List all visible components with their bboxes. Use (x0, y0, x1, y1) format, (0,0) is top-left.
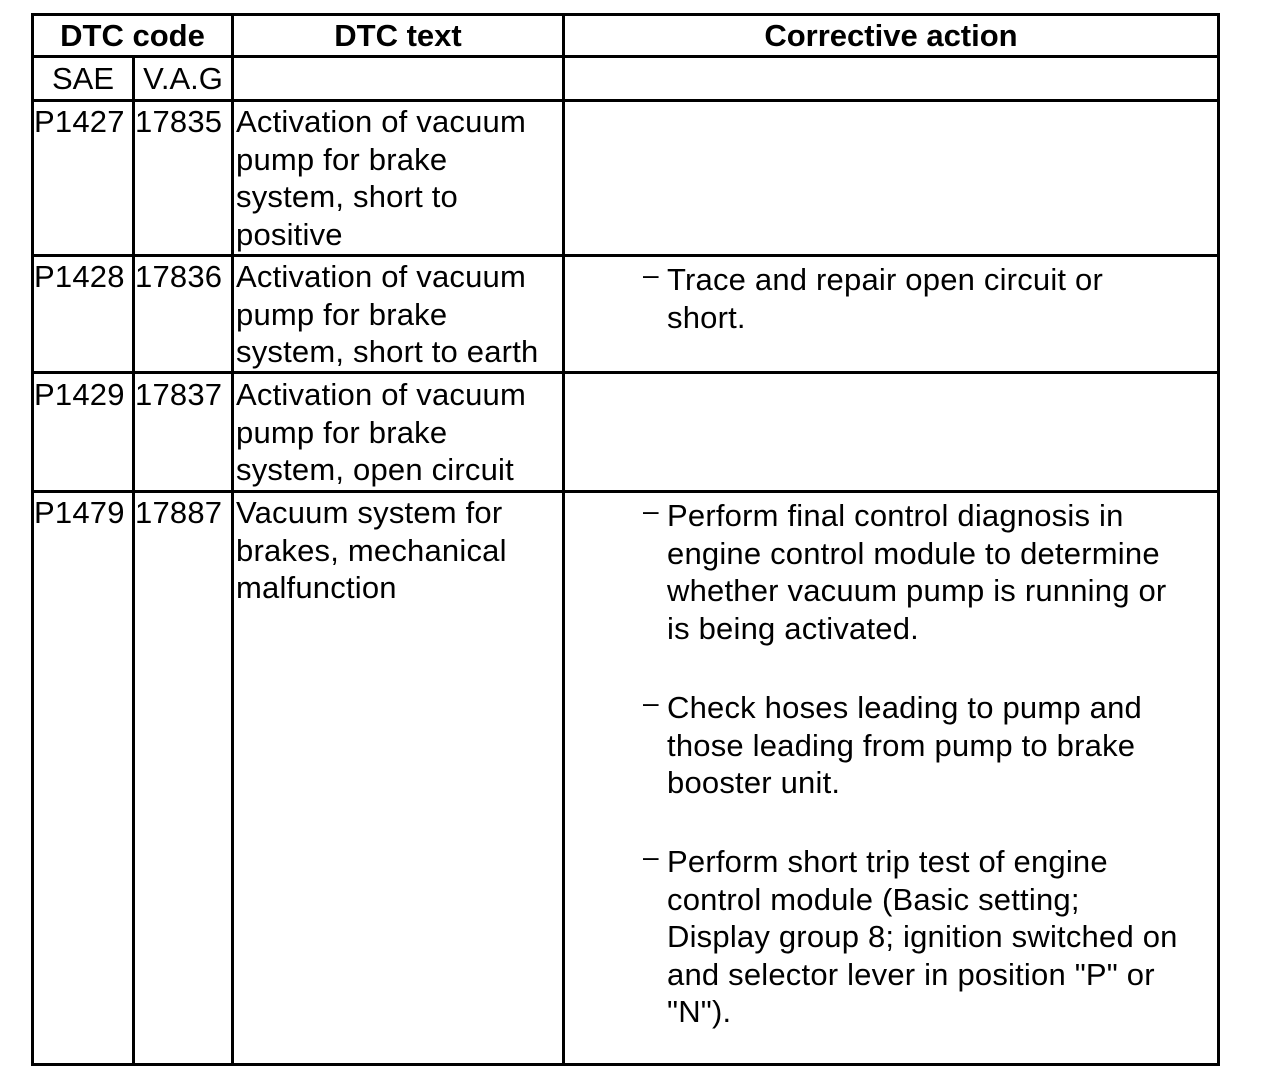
table-border-bottom (31, 1063, 1220, 1066)
row1-text: Activation of vacuum pump for brake system, short to positive (236, 104, 527, 252)
action-bullet-dash: – (643, 841, 659, 872)
row2-text: Activation of vacuum pump for brake system, short to earth (236, 259, 539, 369)
header-divider (31, 55, 1220, 58)
sae-vag-divider (132, 55, 135, 1066)
row4-text: Vacuum system for brakes, mechanical malfunction (236, 495, 507, 605)
row1-sae: P1427 (34, 104, 125, 139)
action-check-hoses: Check hoses leading to pump and those leading from pump to brake booster unit. (667, 690, 1142, 800)
action-short-trip: Perform short trip test of engine control module (Basic setting; Display group 8; ignition switched on and selector lever in position "P" or "N"). (667, 844, 1178, 1029)
row3-text: Activation of vacuum pump for brake system, open circuit (236, 377, 527, 487)
action-bullet-dash: – (643, 687, 659, 718)
action-final-control: Perform final control diagnosis in engine control module to determine whether vacuum pump is running or is being activated. (667, 498, 1167, 646)
row2-vag: 17836 (135, 259, 223, 294)
row1-vag: 17835 (135, 104, 223, 139)
row2-sae: P1428 (34, 259, 125, 294)
header-corrective-action: Corrective action (764, 18, 1018, 53)
action-bullet-dash: – (643, 259, 659, 290)
action-bullet-dash: – (643, 495, 659, 526)
row3-vag: 17837 (135, 377, 223, 412)
subheader-vag: V.A.G (143, 61, 223, 96)
dtc-table (31, 13, 1220, 1066)
table-border-left (31, 13, 34, 1066)
table-border-top (31, 13, 1220, 16)
header-dtc-code: DTC code (60, 18, 205, 53)
text-action-divider (562, 13, 565, 1066)
action-open-circuit: Trace and repair open circuit or short. (667, 262, 1104, 335)
row-divider-2 (31, 371, 1220, 374)
row3-sae: P1429 (34, 377, 125, 412)
code-text-divider (231, 13, 234, 1066)
row4-vag: 17887 (135, 495, 223, 530)
row-divider-3 (31, 490, 1220, 493)
row4-sae: P1479 (34, 495, 125, 530)
row-divider-1 (31, 254, 1220, 257)
subheader-divider (31, 99, 1220, 102)
header-dtc-text: DTC text (334, 18, 462, 53)
subheader-sae: SAE (51, 61, 115, 96)
table-border-right (1217, 13, 1220, 1066)
